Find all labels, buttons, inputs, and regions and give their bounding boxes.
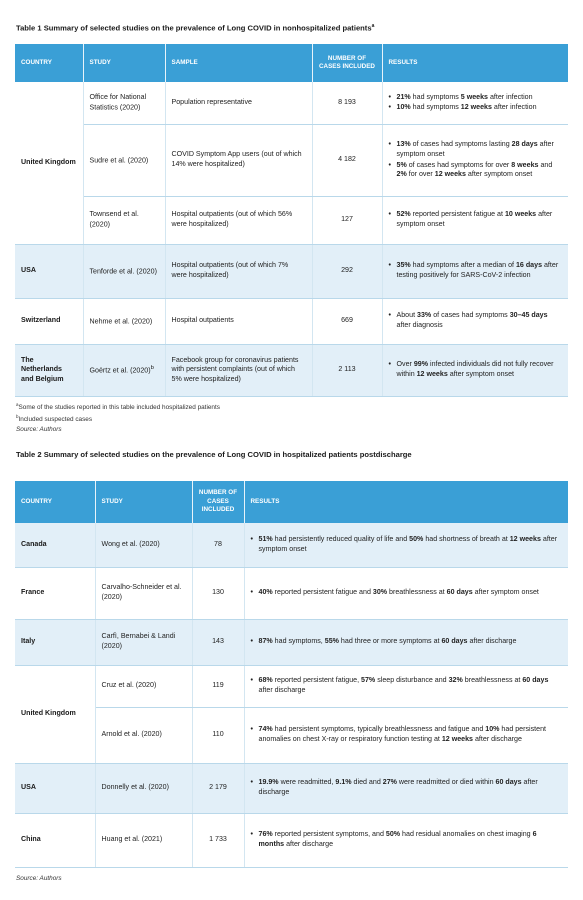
table1-study-cell [83,124,165,196]
result-item [389,261,563,280]
footnote-text: Some of the studies reported in this table included hospitalized patients [18,404,220,412]
result-highlight: 10% [396,103,411,112]
result-text: after symptom onset [396,210,553,228]
study-text: Townsend et al. (2020) [89,209,139,229]
table1-source: Source: Authors [16,426,62,433]
table2-cases-cell: 119 [192,665,244,707]
result-text: after symptom onset [447,370,515,378]
table-row [15,196,568,244]
table1 [15,44,568,397]
table-row [15,813,568,867]
study-text: Nehme et al. (2020) [89,316,153,325]
result-text: had persistent symptoms, typically breathlessness and fatigue and [272,725,486,734]
table1-cases-cell: 2 113 [312,344,382,396]
table-row [15,344,568,396]
result-highlight: 12 weeks [460,103,492,112]
study-text: Tenforde et al. (2020) [89,266,157,275]
table1-sample-cell: Facebook group for coronavirus patients with persistent complaints (out of which 5% were hospitalized) [165,344,312,396]
result-text: had symptoms [410,92,461,101]
table1-title-text: Table 1 Summary of selected studies on the prevalence of Long COVID in nonhospitalized patients [16,23,372,33]
table2-header-study: STUDY [95,481,192,523]
footnote-mark: a [16,402,19,407]
result-text: had symptoms, [272,637,325,646]
table2-header-results: RESULTS [244,481,568,523]
table1-results-cell [382,344,568,396]
result-text: had persistent anomalies on chest X-ray or respiratory function testing at [258,725,546,743]
result-text: died and [351,778,383,787]
result-text: were readmitted or died within [396,778,496,787]
table1-cases-cell: 8 193 [312,82,382,124]
result-item [251,725,563,744]
table2-study-cell: Donnelly et al. (2020) [95,763,192,813]
table1-title-footnote-mark: a [371,23,375,29]
result-highlight: 30–45 days [509,311,548,320]
result-text: had symptoms [410,103,461,112]
table2-results-cell [244,665,568,707]
result-item [251,588,563,598]
result-text: and [538,160,553,169]
result-text: had shortness of breath at [423,535,510,544]
result-highlight: 55% [324,637,339,646]
table1-study-cell [83,344,165,396]
result-highlight: 28 days [511,140,538,149]
result-highlight: 10% [485,725,500,734]
result-highlight: 9.1% [335,778,352,787]
table2-study-cell: Cruz et al. (2020) [95,665,192,707]
results-list [389,140,563,179]
result-highlight: 40% [258,588,273,597]
result-highlight: 60 days [522,676,549,685]
result-highlight: 27% [382,778,397,787]
result-item [389,103,563,113]
result-item [251,676,563,695]
table2-country-cell: China [15,813,95,867]
table1-results-cell [382,298,568,344]
result-text: Over [396,360,414,369]
table-row [15,244,568,298]
table2-cases-cell: 78 [192,523,244,567]
table2-country-cell: Italy [15,619,95,665]
study-text: Sudre et al. (2020) [89,155,149,164]
result-text: had symptoms after a median of [410,261,516,270]
result-item [389,140,563,159]
table2-cases-cell: 1 733 [192,813,244,867]
table1-cases-cell: 292 [312,244,382,298]
table-row [15,298,568,344]
results-list [389,210,563,229]
table2-study-cell: Huang et al. (2021) [95,813,192,867]
table1-country-cell: USA [15,244,83,298]
result-highlight: 52% [396,210,411,219]
result-highlight: 51% [258,535,273,544]
table2-header-row [15,481,568,523]
table2-study-cell: Carvalho-Schneider et al. (2020) [95,567,192,619]
result-highlight: 35% [396,261,411,270]
study-text: Office for National Statistics (2020) [89,92,147,112]
result-item [251,778,563,797]
results-list [251,725,563,744]
results-list [251,637,563,647]
result-item [389,93,563,103]
result-highlight: 5 weeks [460,92,488,101]
table-row [15,567,568,619]
result-text: of cases had symptoms lasting [410,140,512,149]
result-text: had three or more symptoms at [338,637,442,646]
result-text: after testing positively for SARS-CoV-2 infection [396,261,559,279]
table2-title: Table 2 Summary of selected studies on the prevalence of Long COVID in hospitalized patients postdischarge [16,450,412,459]
table1-cases-cell: 669 [312,298,382,344]
table-row [15,763,568,813]
study-footnote-mark: b [150,364,154,371]
footnote-text: Included suspected cases [18,416,93,424]
result-highlight: 33% [417,311,432,320]
table2-results-cell [244,763,568,813]
result-highlight: 16 days [515,261,543,270]
result-item [251,830,563,849]
result-text: after discharge [467,637,517,646]
result-highlight: 6 months [258,830,537,848]
result-text: after discharge [258,778,538,796]
table1-results-cell [382,244,568,298]
table-row [15,619,568,665]
result-text: of cases had symptoms for over [406,160,512,169]
table1-study-cell [83,196,165,244]
table1-sample-cell: Hospital outpatients (out of which 56% were hospitalized) [165,196,312,244]
table1-results-cell [382,196,568,244]
results-list [389,93,563,113]
table2-cases-cell: 130 [192,567,244,619]
result-highlight: 87% [258,637,273,646]
table2-country-cell: USA [15,763,95,813]
result-text: had residual anomalies on chest imaging [400,830,533,839]
result-text: after symptom onset [472,588,539,597]
result-highlight: 8 weeks [511,160,539,169]
result-text: were readmitted, [278,778,336,787]
result-highlight: 57% [361,676,376,685]
table2-study-cell: Wong et al. (2020) [95,523,192,567]
result-highlight: 76% [258,830,273,839]
results-list [389,360,563,379]
table2-results-cell [244,523,568,567]
result-highlight: 74% [258,725,273,734]
result-highlight: 60 days [446,588,473,597]
result-highlight: 32% [448,676,463,685]
result-text: reported persistent fatigue at [410,210,505,219]
table2-results-cell [244,567,568,619]
result-text: About [396,311,418,320]
table2-results-cell [244,707,568,763]
table1-sample-cell: COVID Symptom App users (out of which 14% were hospitalized) [165,124,312,196]
table1-header-country: COUNTRY [15,44,83,82]
result-highlight: 12 weeks [509,535,541,544]
result-highlight: 50% [385,830,401,839]
results-list [251,535,563,554]
result-highlight: 13% [396,140,411,149]
result-highlight: 12 weeks [416,370,448,378]
result-highlight: 99% [413,360,429,369]
table2-cases-cell: 2 179 [192,763,244,813]
table1-results-cell [382,82,568,124]
result-highlight: 10 weeks [504,210,537,219]
result-text: after discharge [258,686,306,694]
result-text: after discharge [284,840,334,848]
table-row [15,665,568,707]
results-list [389,261,563,280]
results-list [389,311,563,330]
results-list [251,588,563,598]
table1-footnote-b [16,414,92,423]
footnote-mark: b [16,414,19,419]
result-highlight: 50% [409,535,424,544]
table1-study-cell [83,298,165,344]
result-highlight: 21% [396,92,411,101]
result-item [389,311,563,330]
table1-title [16,23,374,33]
table1-footnote-a [16,402,220,411]
result-highlight: 60 days [441,637,468,646]
result-highlight: 12 weeks [441,735,474,743]
result-highlight: 30% [372,588,388,597]
table1-cases-cell: 127 [312,196,382,244]
table1-results-cell [382,124,568,196]
result-text: of cases had symptoms [431,311,510,320]
result-text: after discharge [473,735,522,743]
table1-header-study: STUDY [83,44,165,82]
result-text: reported persistent fatigue and [272,588,373,597]
table2 [15,481,568,868]
table2-header-country: COUNTRY [15,481,95,523]
table2-source: Source: Authors [16,875,62,882]
result-text: after symptom onset [396,140,554,158]
result-item [389,360,563,379]
result-text: after diagnosis [396,321,443,329]
result-text: reported persistent fatigue, [272,676,362,685]
table1-header-results: RESULTS [382,44,568,82]
table2-results-cell [244,813,568,867]
table2-country-cell: United Kingdom [15,665,95,763]
result-text: after symptom onset [258,535,558,553]
table1-country-cell: Switzerland [15,298,83,344]
result-highlight: 68% [258,676,273,685]
table1-sample-cell: Hospital outpatients [165,298,312,344]
result-text: had persistently reduced quality of life and [272,535,410,544]
table2-cases-cell: 143 [192,619,244,665]
table1-cases-cell: 4 182 [312,124,382,196]
result-text: breathlessness at [462,676,523,685]
result-item [251,637,563,647]
result-text: infected individuals did not fully recover within [396,360,554,378]
table2-country-cell: Canada [15,523,95,567]
result-highlight: 60 days [495,778,522,787]
table1-sample-cell: Hospital outpatients (out of which 7% were hospitalized) [165,244,312,298]
table1-header-cases: NUMBER OF CASES INCLUDED [312,44,382,82]
result-highlight: 19.9% [258,778,279,787]
result-highlight: 12 weeks [434,170,466,179]
result-text: after infection [488,92,533,101]
table2-study-cell: Arnold et al. (2020) [95,707,192,763]
table-row [15,82,568,124]
table1-country-cell: The Netherlands and Belgium [15,344,83,396]
table2-cases-cell: 110 [192,707,244,763]
table1-study-cell [83,82,165,124]
result-text: after infection [491,103,537,112]
result-item [389,161,563,180]
result-text: reported persistent symptoms, and [272,830,386,839]
table1-header-sample: SAMPLE [165,44,312,82]
results-list [251,676,563,695]
table2-results-cell [244,619,568,665]
results-list [251,778,563,797]
results-list [251,830,563,849]
table2-study-cell: Carfì, Bernabei & Landi (2020) [95,619,192,665]
result-highlight: 2% [396,170,407,179]
result-text: sleep disturbance and [375,676,449,685]
table-row [15,523,568,567]
table1-country-cell: United Kingdom [15,82,83,244]
table-row [15,124,568,196]
table1-study-cell [83,244,165,298]
result-item [389,210,563,229]
table2-country-cell: France [15,567,95,619]
table1-sample-cell: Population representative [165,82,312,124]
result-text: after symptom onset [465,170,533,179]
result-highlight: 5% [396,160,407,169]
result-text: for over [406,170,435,179]
table2-header-cases: NUMBER OF CASES INCLUDED [192,481,244,523]
study-text: Goërtz et al. (2020) [89,365,151,374]
table1-header-row [15,44,568,82]
result-text: breathlessness at [387,588,447,597]
table-row [15,707,568,763]
result-item [251,535,563,554]
